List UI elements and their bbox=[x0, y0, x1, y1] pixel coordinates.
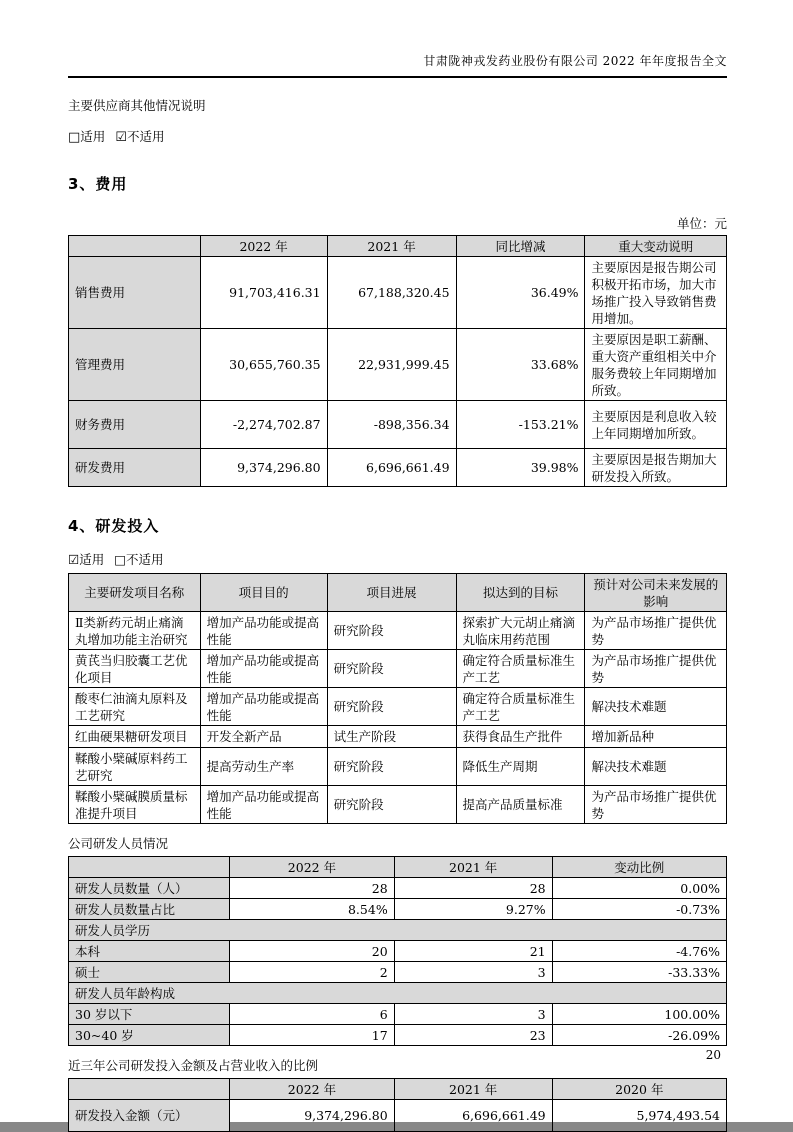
value-2021-cell: 6,696,661.49 bbox=[327, 449, 456, 487]
rd-projects-table bbox=[68, 573, 727, 824]
table-row bbox=[69, 878, 727, 899]
project-purpose-cell: 开发全新产品 bbox=[200, 726, 327, 748]
document-header bbox=[68, 52, 727, 78]
value-2022-cell: 9,374,296.80 bbox=[230, 1100, 395, 1132]
personnel-section-title: 公司研发人员情况 bbox=[68, 836, 169, 851]
project-progress-cell: 试生产阶段 bbox=[327, 726, 456, 748]
value-2022-cell: 91,703,416.31 bbox=[200, 257, 327, 329]
row-label-cell: 研发投入金额（元） bbox=[69, 1100, 230, 1132]
row-label-cell: 本科 bbox=[69, 941, 230, 962]
row-label-cell: 30 岁以下 bbox=[69, 1004, 230, 1025]
value-2022-cell: 17 bbox=[230, 1025, 395, 1046]
row-label-cell: 硕士 bbox=[69, 962, 230, 983]
applicable-label: 适用 bbox=[79, 552, 105, 567]
value-2022-cell: 28 bbox=[230, 878, 395, 899]
row-label-cell: 销售费用 bbox=[69, 257, 201, 329]
table-row bbox=[69, 257, 727, 329]
rd-investment-table bbox=[68, 1078, 727, 1132]
note-cell: 主要原因是职工薪酬、重大资产重组相关中介服务费较上年同期增加所致。 bbox=[585, 329, 727, 401]
unit-label: 单位：元 bbox=[676, 216, 727, 231]
checkbox-unchecked-icon: □ bbox=[114, 552, 127, 567]
row-label-cell: 研发人员数量（人） bbox=[69, 878, 230, 899]
project-purpose-cell: 提高劳动生产率 bbox=[200, 748, 327, 786]
table-row bbox=[69, 449, 727, 487]
investment-header-row bbox=[69, 1079, 727, 1100]
header-change-note: 重大变动说明 bbox=[585, 236, 727, 257]
change-cell: 36.49% bbox=[456, 257, 585, 329]
section-divider-label: 研发人员年龄构成 bbox=[69, 983, 727, 1004]
header-2020: 2020 年 bbox=[552, 1079, 726, 1100]
row-label-cell: 管理费用 bbox=[69, 329, 201, 401]
empty-header-cell bbox=[69, 1079, 230, 1100]
change-cell: -33.33% bbox=[552, 962, 726, 983]
change-cell: -26.09% bbox=[552, 1025, 726, 1046]
checkbox-unchecked-icon: □ bbox=[68, 130, 81, 145]
value-2022-cell: 9,374,296.80 bbox=[200, 449, 327, 487]
value-2021-cell: 67,188,320.45 bbox=[327, 257, 456, 329]
change-cell: 100.00% bbox=[552, 1004, 726, 1025]
expenses-header-row bbox=[69, 236, 727, 257]
section-divider-label: 研发人员学历 bbox=[69, 920, 727, 941]
header-2022: 2022 年 bbox=[230, 857, 395, 878]
project-name-cell: Ⅱ类新药元胡止痛滴丸增加功能主治研究 bbox=[69, 612, 201, 650]
project-progress-cell: 研究阶段 bbox=[327, 748, 456, 786]
empty-header-cell bbox=[69, 857, 230, 878]
change-cell: -0.73% bbox=[552, 899, 726, 920]
project-name-cell: 鞣酸小檗碱膜质量标准提升项目 bbox=[69, 786, 201, 824]
project-impact-cell: 增加新品种 bbox=[585, 726, 727, 748]
project-purpose-cell: 增加产品功能或提高性能 bbox=[200, 612, 327, 650]
project-goal-cell: 确定符合质量标准生产工艺 bbox=[456, 688, 585, 726]
empty-header-cell bbox=[69, 236, 201, 257]
value-2021-cell: 3 bbox=[394, 1004, 552, 1025]
header-2022: 2022 年 bbox=[200, 236, 327, 257]
change-cell: 0.00% bbox=[552, 878, 726, 899]
applicable-label: 适用 bbox=[80, 129, 106, 144]
page-number: 20 bbox=[705, 1048, 721, 1062]
section-3-heading: 3、费用 bbox=[68, 175, 128, 193]
value-2021-cell: 23 bbox=[394, 1025, 552, 1046]
value-2022-cell: 6 bbox=[230, 1004, 395, 1025]
value-2020-cell: 5,974,493.54 bbox=[552, 1100, 726, 1132]
header-project-progress: 项目进展 bbox=[327, 574, 456, 612]
table-row bbox=[69, 726, 727, 748]
document-title: 甘肃陇神戎发药业股份有限公司 2022 年年度报告全文 bbox=[423, 54, 727, 68]
value-2022-cell: 2 bbox=[230, 962, 395, 983]
table-row bbox=[69, 650, 727, 688]
table-row bbox=[69, 1004, 727, 1025]
project-impact-cell: 为产品市场推广提供优势 bbox=[585, 786, 727, 824]
note-cell: 主要原因是报告期公司积极开拓市场，加大市场推广投入导致销售费用增加。 bbox=[585, 257, 727, 329]
table-row bbox=[69, 612, 727, 650]
personnel-header-row bbox=[69, 857, 727, 878]
expenses-table bbox=[68, 235, 727, 487]
rd-applicability-line bbox=[68, 550, 727, 568]
row-label-cell: 研发费用 bbox=[69, 449, 201, 487]
value-2022-cell: 20 bbox=[230, 941, 395, 962]
header-project-purpose: 项目目的 bbox=[200, 574, 327, 612]
investment-section-title: 近三年公司研发投入金额及占营业收入的比例 bbox=[68, 1058, 319, 1073]
change-cell: 39.98% bbox=[456, 449, 585, 487]
table-row bbox=[69, 401, 727, 449]
project-purpose-cell: 增加产品功能或提高性能 bbox=[200, 688, 327, 726]
table-row bbox=[69, 748, 727, 786]
project-goal-cell: 提高产品质量标准 bbox=[456, 786, 585, 824]
value-2022-cell: 30,655,760.35 bbox=[200, 329, 327, 401]
row-label-cell: 30~40 岁 bbox=[69, 1025, 230, 1046]
table-row bbox=[69, 329, 727, 401]
project-impact-cell: 解决技术难题 bbox=[585, 688, 727, 726]
project-goal-cell: 降低生产周期 bbox=[456, 748, 585, 786]
projects-header-row bbox=[69, 574, 727, 612]
value-2022-cell: 8.54% bbox=[230, 899, 395, 920]
value-2021-cell: 6,696,661.49 bbox=[394, 1100, 552, 1132]
project-name-cell: 红曲硬果糖研发项目 bbox=[69, 726, 201, 748]
note-cell: 主要原因是利息收入较上年同期增加所致。 bbox=[585, 401, 727, 449]
table-row bbox=[69, 1100, 727, 1132]
project-purpose-cell: 增加产品功能或提高性能 bbox=[200, 786, 327, 824]
project-name-cell: 黄芪当归胶囊工艺优化项目 bbox=[69, 650, 201, 688]
project-progress-cell: 研究阶段 bbox=[327, 650, 456, 688]
value-2021-cell: -898,356.34 bbox=[327, 401, 456, 449]
header-yoy-change: 同比增减 bbox=[456, 236, 585, 257]
table-row bbox=[69, 962, 727, 983]
project-impact-cell: 为产品市场推广提供优势 bbox=[585, 612, 727, 650]
table-row bbox=[69, 1025, 727, 1046]
change-cell: -4.76% bbox=[552, 941, 726, 962]
table-row bbox=[69, 786, 727, 824]
section-4-heading: 4、研发投入 bbox=[68, 517, 160, 535]
project-impact-cell: 为产品市场推广提供优势 bbox=[585, 650, 727, 688]
value-2021-cell: 3 bbox=[394, 962, 552, 983]
not-applicable-label: 不适用 bbox=[126, 552, 164, 567]
section-divider-row bbox=[69, 983, 727, 1004]
supplier-applicability-line bbox=[68, 127, 727, 145]
header-project-impact: 预计对公司未来发展的影响 bbox=[585, 574, 727, 612]
header-project-goal: 拟达到的目标 bbox=[456, 574, 585, 612]
project-progress-cell: 研究阶段 bbox=[327, 612, 456, 650]
header-project-name: 主要研发项目名称 bbox=[69, 574, 201, 612]
not-applicable-label: 不适用 bbox=[126, 129, 165, 144]
header-2021: 2021 年 bbox=[394, 1079, 552, 1100]
table-row bbox=[69, 688, 727, 726]
value-2021-cell: 21 bbox=[394, 941, 552, 962]
checkbox-checked-icon: ☑ bbox=[68, 552, 80, 567]
project-impact-cell: 解决技术难题 bbox=[585, 748, 727, 786]
checkbox-checked-icon: ☑ bbox=[115, 130, 127, 145]
change-cell: -153.21% bbox=[456, 401, 585, 449]
row-label-cell: 财务费用 bbox=[69, 401, 201, 449]
project-progress-cell: 研究阶段 bbox=[327, 786, 456, 824]
header-2022: 2022 年 bbox=[230, 1079, 395, 1100]
table-row bbox=[69, 941, 727, 962]
project-progress-cell: 研究阶段 bbox=[327, 688, 456, 726]
project-goal-cell: 获得食品生产批件 bbox=[456, 726, 585, 748]
project-goal-cell: 确定符合质量标准生产工艺 bbox=[456, 650, 585, 688]
value-2022-cell: -2,274,702.87 bbox=[200, 401, 327, 449]
project-name-cell: 酸枣仁油滴丸原料及工艺研究 bbox=[69, 688, 201, 726]
value-2021-cell: 22,931,999.45 bbox=[327, 329, 456, 401]
change-cell: 33.68% bbox=[456, 329, 585, 401]
header-2021: 2021 年 bbox=[327, 236, 456, 257]
value-2021-cell: 28 bbox=[394, 878, 552, 899]
project-name-cell: 鞣酸小檗碱原料药工艺研究 bbox=[69, 748, 201, 786]
header-change-ratio: 变动比例 bbox=[552, 857, 726, 878]
value-2021-cell: 9.27% bbox=[394, 899, 552, 920]
project-purpose-cell: 增加产品功能或提高性能 bbox=[200, 650, 327, 688]
note-cell: 主要原因是报告期加大研发投入所致。 bbox=[585, 449, 727, 487]
supplier-note-title: 主要供应商其他情况说明 bbox=[68, 98, 206, 113]
header-2021: 2021 年 bbox=[394, 857, 552, 878]
row-label-cell: 研发人员数量占比 bbox=[69, 899, 230, 920]
section-divider-row bbox=[69, 920, 727, 941]
table-row bbox=[69, 899, 727, 920]
project-goal-cell: 探索扩大元胡止痛滴丸临床用药范围 bbox=[456, 612, 585, 650]
rd-personnel-table bbox=[68, 856, 727, 1046]
